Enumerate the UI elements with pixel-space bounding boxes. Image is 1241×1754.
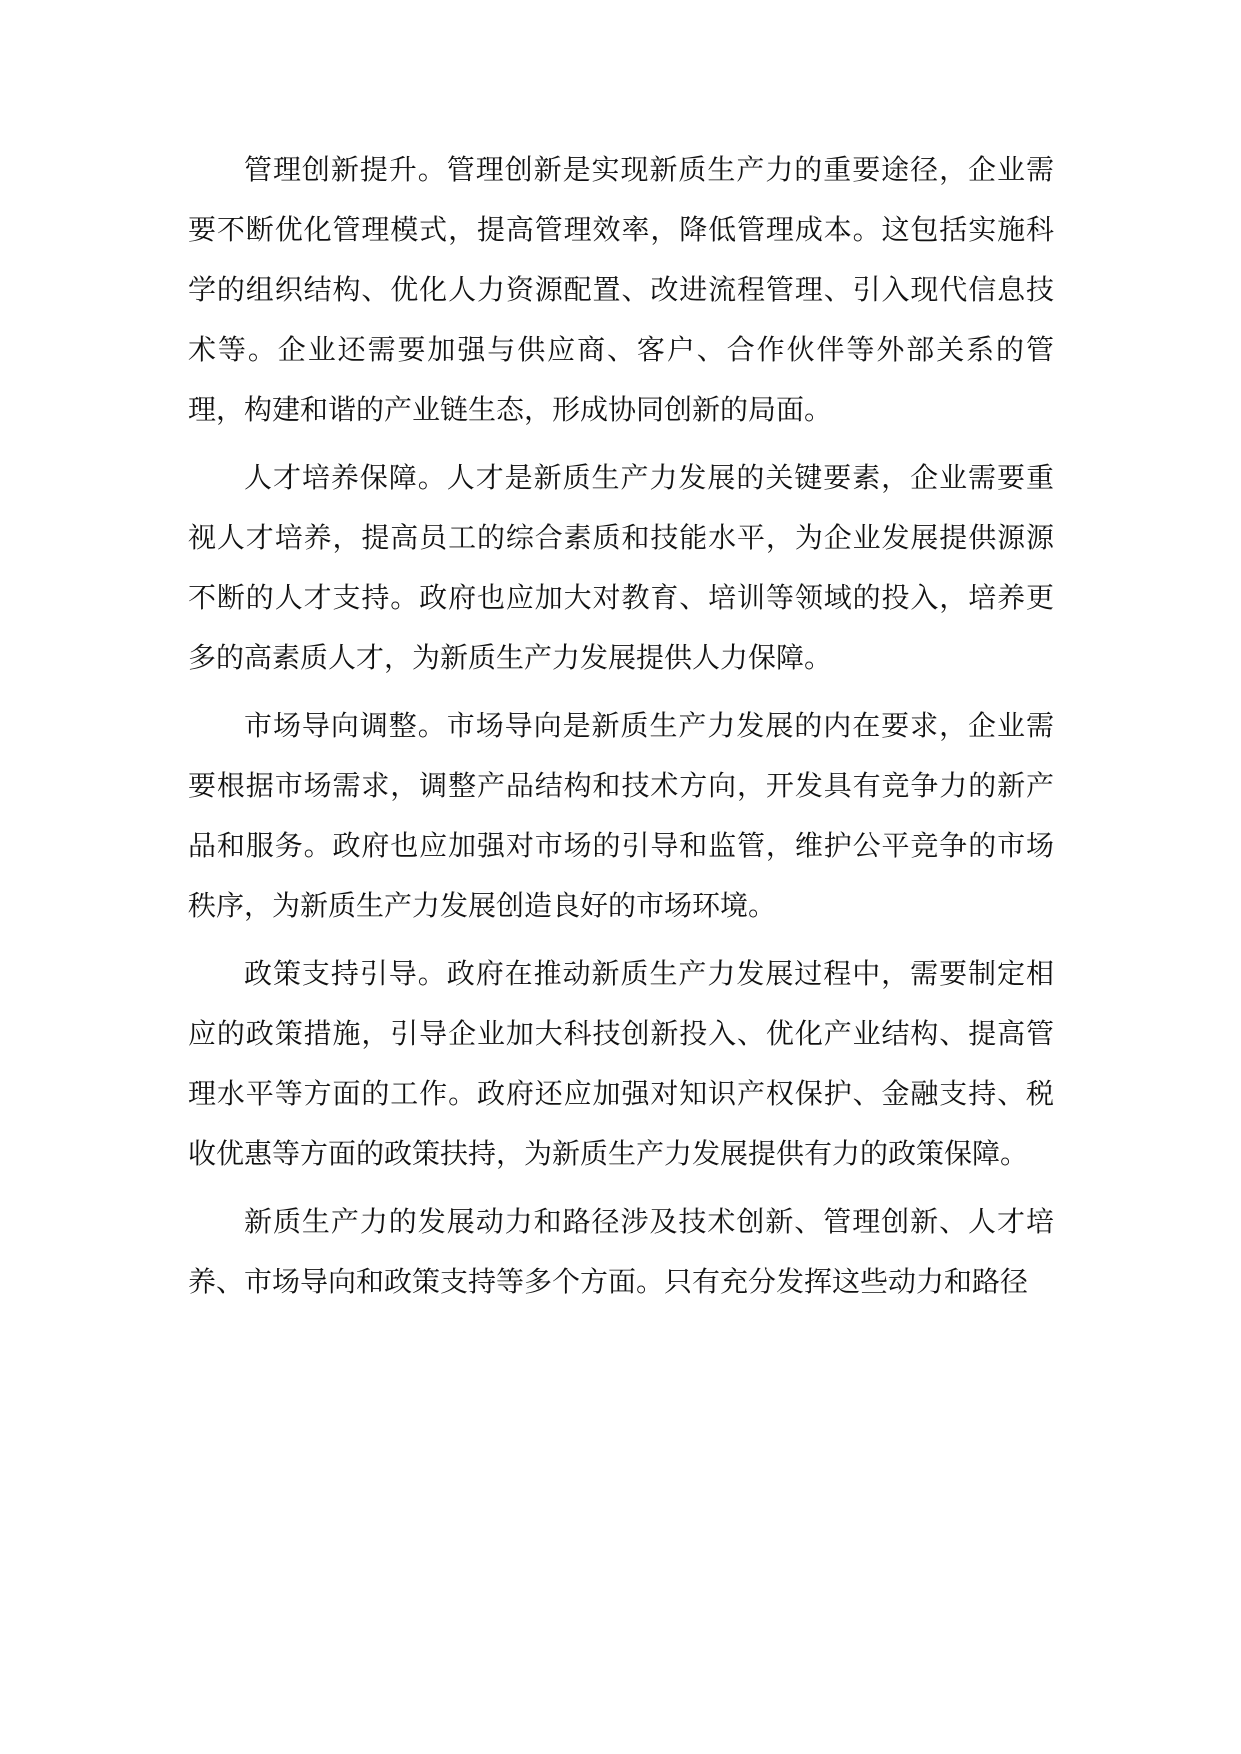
document-body [188,140,1054,1320]
paragraph-policy-support: 政策支持引导。政府在推动新质生产力发展过程中，需要制定相应的政策措施，引导企业加大科技创新投入、优化产业结构、提高管理水平等方面的工作。政府还应加强对知识产权保护、金融支持、税收优惠等方面的政策扶持，为新质生产力发展提供有力的政策保障。 [188,957,1054,1170]
paragraph-market-orientation: 市场导向调整。市场导向是新质生产力发展的内在要求，企业需要根据市场需求，调整产品结构和技术方向，开发具有竞争力的新产品和服务。政府也应加强对市场的引导和监管，维护公平竞争的市场秩序，为新质生产力发展创造良好的市场环境。 [188,709,1054,922]
paragraph-talent-cultivation: 人才培养保障。人才是新质生产力发展的关键要素，企业需要重视人才培养，提高员工的综合素质和技能水平，为企业发展提供源源不断的人才支持。政府也应加大对教育、培训等领域的投入，培养更多的高素质人才，为新质生产力发展提供人力保障。 [188,461,1054,674]
paragraph-management-innovation: 管理创新提升。管理创新是实现新质生产力的重要途径，企业需要不断优化管理模式，提高管理效率，降低管理成本。这包括实施科学的组织结构、优化人力资源配置、改进流程管理、引入现代信息技术等。企业还需要加强与供应商、客户、合作伙伴等外部关系的管理，构建和谐的产业链生态，形成协同创新的局面。 [188,153,1054,426]
paragraph-summary: 新质生产力的发展动力和路径涉及技术创新、管理创新、人才培养、市场导向和政策支持等多个方面。只有充分发挥这些动力和路径 [188,1205,1054,1298]
